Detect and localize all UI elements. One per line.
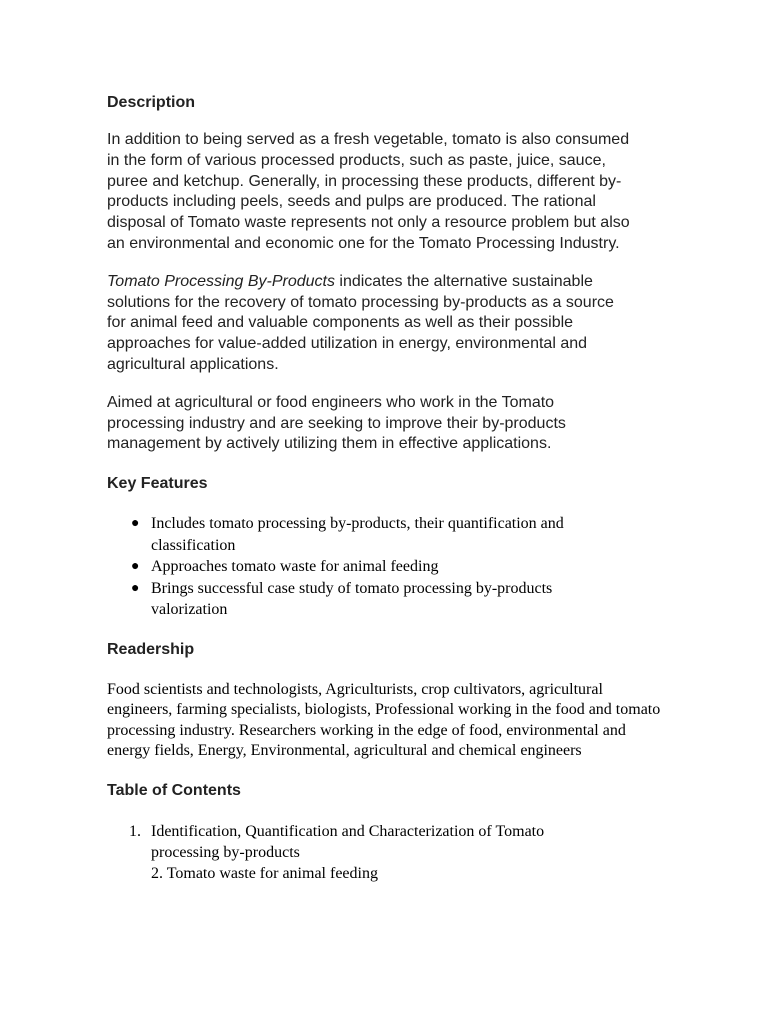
readership-text: Food scientists and technologists, Agriculturists, crop cultivators, agricultural engineers, farming specialists, biologists, Professional working in the food and tomato processing industry. Researchers working in the edge of food, environmental and energy fields, Energy, Environmental, agricultural and chemical engineers [107, 680, 661, 760]
bullet-icon: ● [131, 580, 140, 596]
toc-heading: Table of Contents [107, 782, 241, 800]
document-page [107, 92, 661, 884]
toc-list [107, 821, 607, 884]
bullet-icon: ● [131, 559, 140, 575]
description-paragraph-2-rest: indicates the alternative sustainable solutions for the recovery of tomato processing by-products as a source for animal feed and valuable components as well as their possible approaches for value-added utilization in energy, environmental and agricultural applications. [107, 272, 614, 373]
book-title-italic: Tomato Processing By-Products [107, 272, 335, 290]
list-item: ● Approaches tomato waste for animal feeding [107, 556, 607, 578]
bullet-icon: ● [131, 516, 140, 532]
readership-heading: Readership [107, 640, 195, 658]
key-features-list [107, 513, 607, 621]
toc-item-number: 1. [129, 823, 141, 841]
description-paragraph-3: Aimed at agricultural or food engineers who work in the Tomato processing industry and are seeking to improve their by-products management by actively utilizing them in effective applications. [107, 393, 566, 453]
toc-item [107, 821, 607, 884]
toc-item-text: Identification, Quantification and Characterization of Tomato processing by-products [151, 823, 545, 862]
key-features-heading: Key Features [107, 475, 208, 493]
description-heading: Description [107, 94, 196, 111]
description-paragraph-1: In addition to being served as a fresh vegetable, tomato is also consumed in the form of various processed products, such as paste, juice, sauce, puree and ketchup. Generally, in processing these products, different by-products including peels, seeds and pulps are produced. The rational disposal of Tomato waste represents not only a resource problem but also an environmental and economic one for the Tomato Processing Industry. [107, 131, 630, 252]
list-item: ● Brings successful case study of tomato processing by-products valorization [131, 579, 553, 619]
description-paragraph-2 [107, 272, 627, 376]
toc-item-continuation: 2. Tomato waste for animal feeding [151, 865, 378, 883]
list-item: ● Includes tomato processing by-products, their quantification and classification [131, 515, 564, 554]
